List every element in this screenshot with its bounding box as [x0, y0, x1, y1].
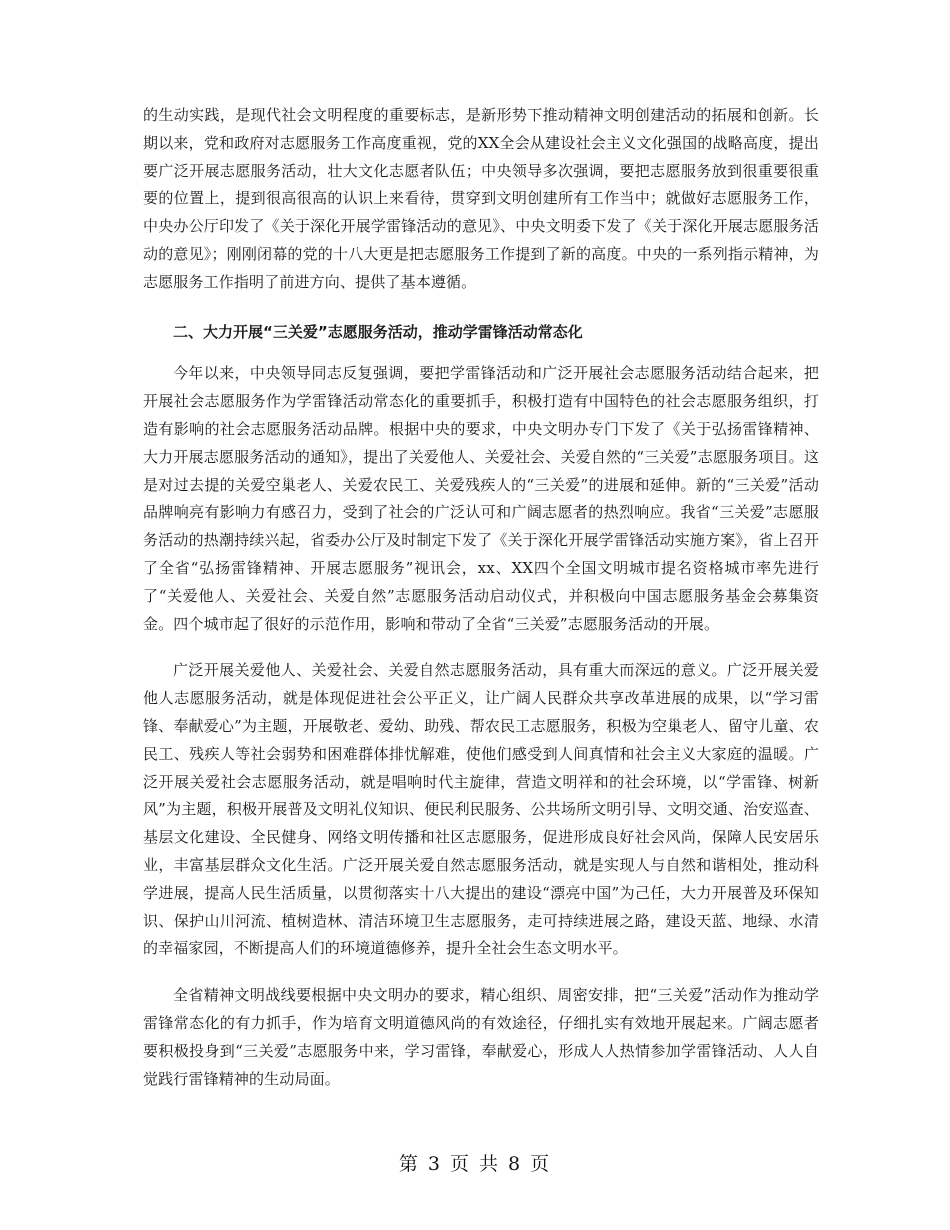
- page-footer: 第 3 页 共 8 页: [398, 1153, 552, 1175]
- paragraph-1: 的生动实践，是现代社会文明程度的重要标志，是新形势下推动精神文明创建活动的拓展和创新。长期以来，党和政府对志愿服务工作高度重视，党的XX全会从建设社会主义文化强国的战略高度，提出要广泛开展志愿服务活动，壮大文化志愿者队伍；中央领导多次强调，要把志愿服务放到很重要很重要的位置上，提到很高很高的认识上来看待，贯穿到文明创建所有工作当中；就做好志愿服务工作，中央办公厅印发了《关于深化开展学雷锋活动的意见》、中央文明委下发了《关于深化开展志愿服务活动的意见》；刚刚闭幕的党的十八大更是把志愿服务工作提到了新的高度。中央的一系列指示精神，为志愿服务工作指明了前进方向、提供了基本遵循。: [143, 106, 819, 291]
- paragraph-4: 全省精神文明战线要根据中央文明办的要求，精心组织、周密安排，把“三关爱”活动作为推动学雷锋常态化的有力抓手，作为培育文明道德风尚的有效途径，仔细扎实有效地开展起来。广阔志愿者要积极投身到“三关爱”志愿服务中来，学习雷锋，奉献爱心，形成人人热情参加学雷锋活动、人人自觉践行雷锋精神的生动局面。: [143, 986, 819, 1088]
- paragraph-3: 广泛开展关爱他人、关爱社会、关爱自然志愿服务活动，具有重大而深远的意义。广泛开展关爱他人志愿服务活动，就是体现促进社会公平正义，让广阔人民群众共享改革进展的成果，以“学习雷锋、奉献爱心”为主题，开展敬老、爱幼、助残、帮农民工志愿服务，积极为空巢老人、留守儿童、农民工、残疾人等社会弱势和困难群体排忧解难，使他们感受到人间真情和社会主义大家庭的温暖。广泛开展关爱社会志愿服务活动，就是唱响时代主旋律，营造文明祥和的社会环境，以“学雷锋、树新风”为主题，积极开展普及文明礼仪知识、便民利民服务、公共场所文明引导、文明交通、治安巡查、基层文化建设、全民健身、网络文明传播和社区志愿服务，促进形成良好社会风尚，保障人民安居乐业，丰富基层群众文化生活。广泛开展关爱自然志愿服务活动，就是实现人与自然和谐相处，推动科学进展，提高人民生活质量，以贯彻落实十八大提出的建设“漂亮中国”为己任，大力开展普及环保知识、保护山川河流、植树造林、清洁环境卫生志愿服务，走可持续进展之路，建设天蓝、地绿、水清的幸福家园，不断提高人们的环境道德修养，提升全社会生态文明水平。: [143, 661, 819, 958]
- document-body: [143, 102, 819, 1093]
- section-heading: 二、大力开展“三关爱”志愿服务活动，推动学雷锋活动常态化: [173, 322, 583, 341]
- paragraph-2: 今年以来，中央领导同志反复强调，要把学雷锋活动和广泛开展社会志愿服务活动结合起来，把开展社会志愿服务作为学雷锋活动常态化的重要抓手，积极打造有中国特色的社会志愿服务组织，打造有影响的社会志愿服务活动品牌。根据中央的要求，中央文明办专门下发了《关于弘扬雷锋精神、大力开展志愿服务活动的通知》，提出了关爱他人、关爱社会、关爱自然的“三关爱”志愿服务项目。这是对过去提的关爱空巢老人、关爱农民工、关爱残疾人的“三关爱”的进展和延伸。新的“三关爱”活动品牌响亮有影响力有感召力，受到了社会的广泛认可和广阔志愿者的热烈响应。我省“三关爱”志愿服务活动的热潮持续兴起，省委办公厅及时制定下发了《关于深化开展学雷锋活动实施方案》，省上召开了全省“弘扬雷锋精神、开展志愿服务”视讯会，xx、XX四个全国文明城市提名资格城市率先进行了“关爱他人、关爱社会、关爱自然”志愿服务活动启动仪式，并积极向中国志愿服务基金会募集资金。四个城市起了很好的示范作用，影响和带动了全省“三关爱”志愿服务活动的开展。: [143, 364, 819, 633]
